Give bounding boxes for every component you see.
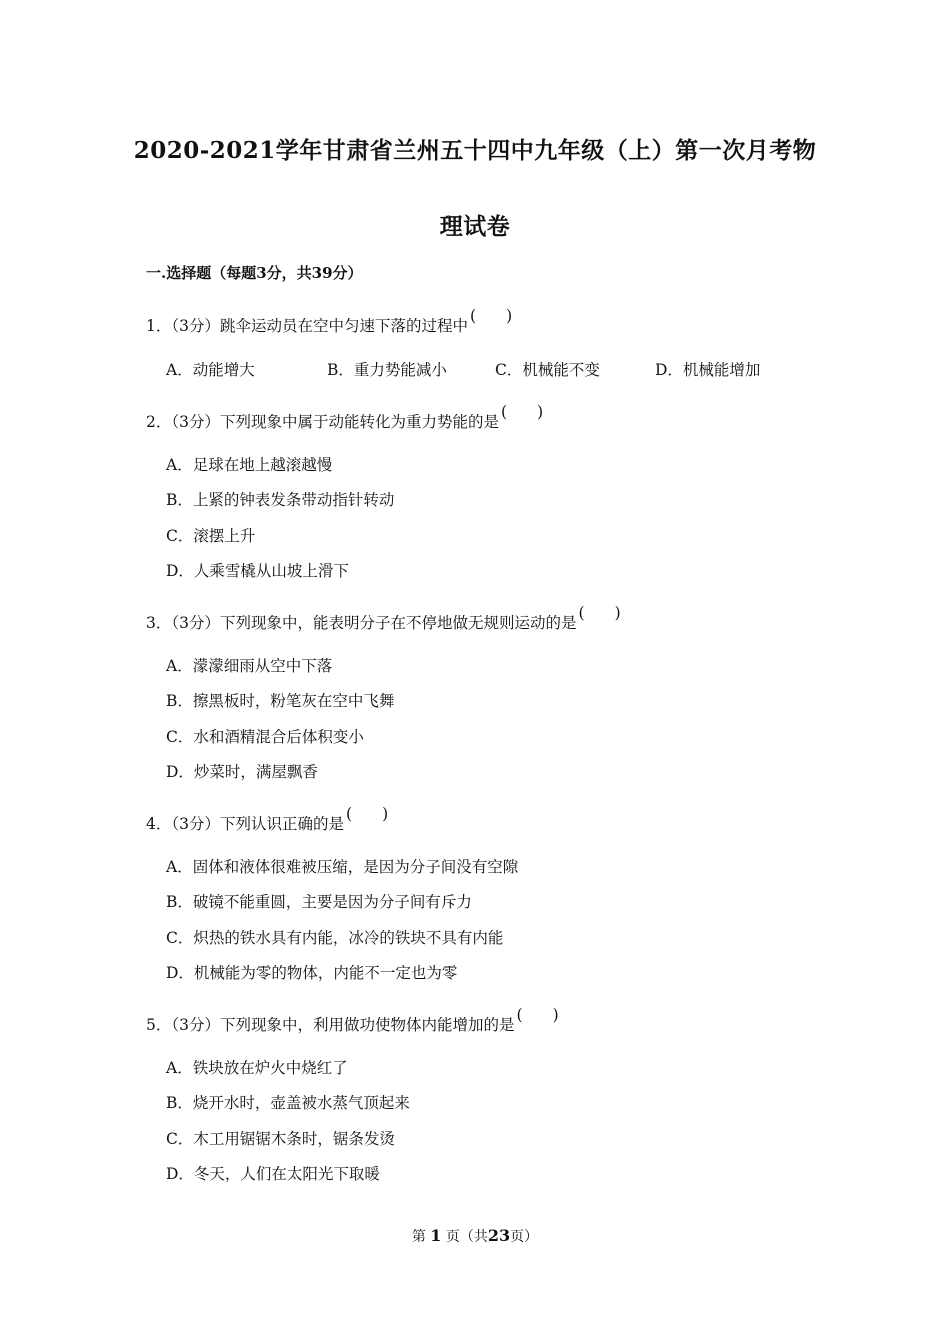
answer-bracket: ( ) [346,805,389,823]
answer-bracket: ( ) [578,604,621,622]
question-2 [146,403,544,432]
option-3a: A．濛濛细雨从空中下落 [166,657,333,675]
question-stem: （3分）下列现象中属于动能转化为重力势能的是 [171,413,499,431]
question-5 [146,1006,559,1035]
question-stem: （3分）下列认识正确的是 [171,815,344,833]
option-2d: D．人乘雪橇从山坡上滑下 [166,562,349,580]
section-heading: 一.选择题（每题3分，共39分） [146,264,363,282]
document-title-line2: 理试卷 [439,213,511,240]
option-1c: C．机械能不变 [495,361,600,379]
question-number: 1． [146,317,172,335]
document-title-line1: 2020-2021学年甘肃省兰州五十四中九年级（上）第一次月考物 [133,137,817,164]
option-5b: B．烧开水时，壶盖被水蒸气顶起来 [166,1094,410,1112]
option-4b: B．破镜不能重圆，主要是因为分子间有斥力 [166,893,472,911]
option-2b: B．上紧的钟表发条带动指针转动 [166,491,395,509]
page-number: 1 [430,1226,442,1245]
option-5a: A．铁块放在炉火中烧红了 [166,1059,348,1077]
question-stem: （3分）下列现象中，利用做功使物体内能增加的是 [171,1016,515,1034]
question-stem: （3分）下列现象中，能表明分子在不停地做无规则运动的是 [171,614,577,632]
option-1d: D．机械能增加 [655,361,761,379]
option-2c: C．滚摆上升 [166,527,256,545]
question-4 [146,805,389,834]
option-4d: D．机械能为零的物体，内能不一定也为零 [166,964,458,982]
page-footer: 第 1 页（共23页） [411,1226,539,1245]
question-1 [146,307,513,336]
answer-bracket: ( ) [501,403,544,421]
question-number: 3． [146,614,172,632]
option-5d: D．冬天，人们在太阳光下取暖 [166,1165,380,1183]
option-4c: C．炽热的铁水具有内能，冰冷的铁块不具有内能 [166,929,504,947]
answer-bracket: ( ) [470,307,513,325]
option-5c: C．木工用锯锯木条时，锯条发烫 [166,1130,395,1148]
question-stem: （3分）跳伞运动员在空中匀速下落的过程中 [171,317,468,335]
option-3d: D．炒菜时，满屋飘香 [166,763,318,781]
question-3 [146,604,621,633]
option-1a: A．动能增大 [166,361,255,379]
option-2a: A．足球在地上越滚越慢 [166,456,333,474]
question-number: 5． [146,1016,172,1034]
option-1b: B．重力势能减小 [327,361,447,379]
option-4a: A．固体和液体很难被压缩，是因为分子间没有空隙 [166,858,519,876]
option-3b: B．擦黑板时，粉笔灰在空中飞舞 [166,692,395,710]
page-total: 23 [487,1226,511,1245]
option-3c: C．水和酒精混合后体积变小 [166,728,364,746]
question-number: 4． [146,815,172,833]
question-number: 2． [146,413,172,431]
answer-bracket: ( ) [516,1006,559,1024]
